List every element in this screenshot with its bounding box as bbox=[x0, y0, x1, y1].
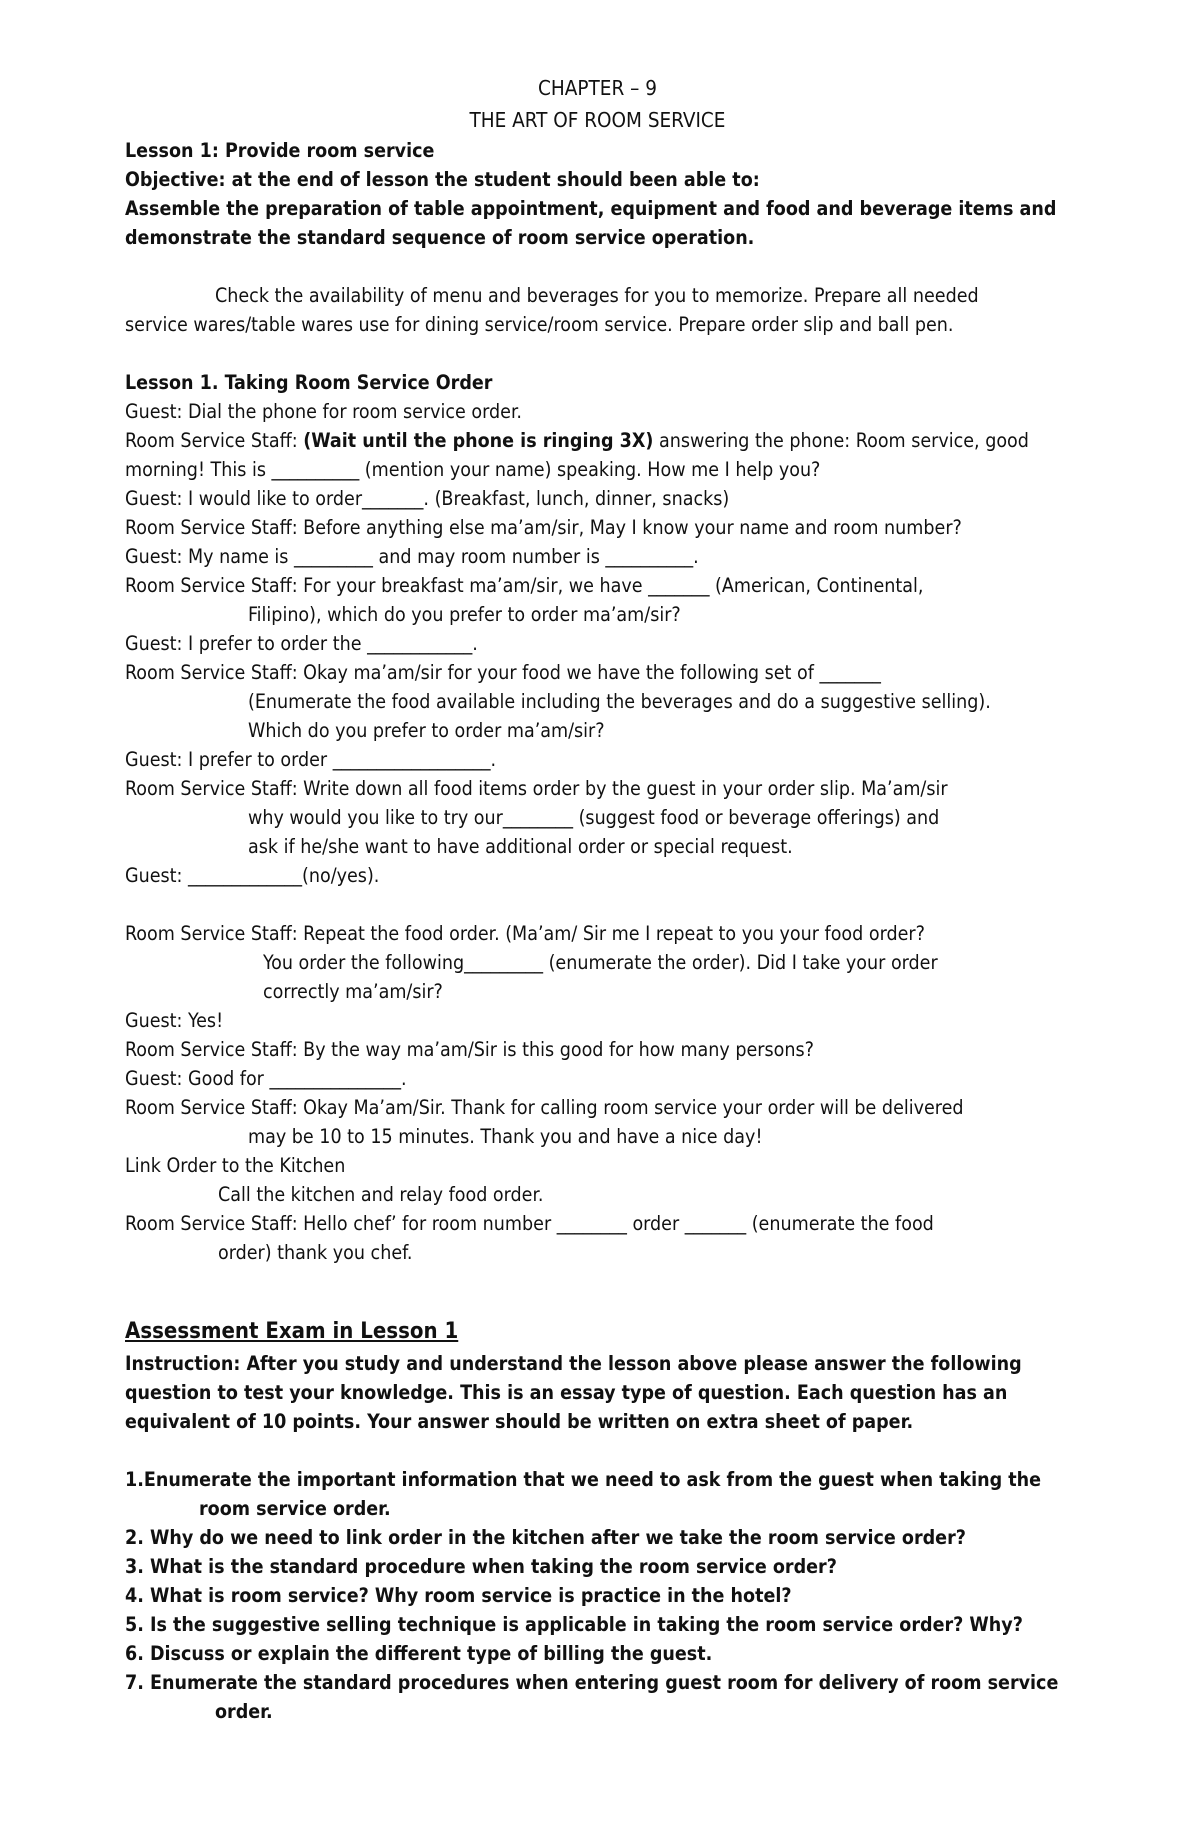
dialogue-line: Room Service Staff: Okay Ma’am/Sir. Thank for calling room service your order will be delivered bbox=[125, 1096, 964, 1119]
instruction-paragraph: Check the availability of menu and beverages for you to memorize. Prepare all needed bbox=[215, 284, 979, 307]
spacer bbox=[125, 339, 1070, 368]
dialogue-line: Room Service Staff: Repeat the food order. (Ma’am/ Sir me I repeat to you your food order? bbox=[125, 922, 925, 945]
instruction-paragraph: service wares/table wares use for dining service/room service. Prepare order slip and ball pen. bbox=[125, 313, 954, 336]
instruction-text: question to test your knowledge. This is an essay type of question. Each question has an bbox=[125, 1381, 1008, 1404]
dialogue-line: Room Service Staff: Before anything else ma’am/sir, May I know your name and room number? bbox=[125, 516, 962, 539]
question-item: 7. Enumerate the standard procedures when entering guest room for delivery of room service bbox=[125, 1671, 1059, 1694]
dialogue-line: ask if he/she want to have additional order or special request. bbox=[248, 835, 793, 858]
dialogue-line: Call the kitchen and relay food order. bbox=[218, 1183, 544, 1206]
dialogue-line: Guest: I prefer to order __________________. bbox=[125, 748, 497, 771]
dialogue-line: may be 10 to 15 minutes. Thank you and have a nice day! bbox=[248, 1125, 763, 1148]
objective-line: Objective: at the end of lesson the student should been able to: bbox=[125, 168, 760, 191]
dialogue-line: Guest: My name is _________ and may room number is __________. bbox=[125, 545, 699, 568]
dialogue-line: Guest: Yes! bbox=[125, 1009, 224, 1032]
objective-text: demonstrate the standard sequence of room service operation. bbox=[125, 226, 755, 249]
question-item: 4. What is room service? Why room service is practice in the hotel? bbox=[125, 1584, 792, 1607]
spacer bbox=[125, 252, 1070, 281]
dialogue-line: order) thank you chef. bbox=[218, 1241, 413, 1264]
dialogue-text: answering the phone: Room service, good bbox=[653, 429, 1029, 452]
dialogue-line: Guest: I would like to order_______. (Breakfast, lunch, dinner, snacks) bbox=[125, 487, 730, 510]
assessment-heading: Assessment Exam in Lesson 1 bbox=[125, 1319, 459, 1344]
page-title: THE ART OF ROOM SERVICE bbox=[469, 108, 726, 132]
objective-text: Assemble the preparation of table appointment, equipment and food and beverage items and bbox=[125, 197, 1057, 220]
spacer bbox=[125, 1267, 1070, 1315]
dialogue-line: Guest: I prefer to order the ____________. bbox=[125, 632, 478, 655]
speaker-label: Room Service Staff: bbox=[125, 429, 304, 452]
lesson-heading: Lesson 1. Taking Room Service Order bbox=[125, 371, 493, 394]
question-item: 2. Why do we need to link order in the kitchen after we take the room service order? bbox=[125, 1526, 966, 1549]
dialogue-line: morning! This is __________ (mention your name) speaking. How me I help you? bbox=[125, 458, 821, 481]
dialogue-line bbox=[125, 426, 1070, 455]
dialogue-line: (Enumerate the food available including the beverages and do a suggestive selling). bbox=[248, 690, 991, 713]
dialogue-line: Filipino), which do you prefer to order ma’am/sir? bbox=[248, 603, 681, 626]
dialogue-line: Which do you prefer to order ma’am/sir? bbox=[248, 719, 605, 742]
dialogue-line: why would you like to try our________ (suggest food or beverage offerings) and bbox=[248, 806, 940, 829]
question-item: 3. What is the standard procedure when taking the room service order? bbox=[125, 1555, 837, 1578]
question-item: room service order. bbox=[199, 1497, 391, 1520]
dialogue-line: Guest: _____________(no/yes). bbox=[125, 864, 380, 887]
dialogue-line: Guest: Good for _______________. bbox=[125, 1067, 407, 1090]
instruction-text: Instruction: After you study and understand the lesson above please answer the following bbox=[125, 1352, 1022, 1375]
stage-direction: (Wait until the phone is ringing 3X) bbox=[303, 429, 654, 452]
dialogue-line: Room Service Staff: By the way ma’am/Sir is this good for how many persons? bbox=[125, 1038, 814, 1061]
section-label: Link Order to the Kitchen bbox=[125, 1154, 346, 1177]
dialogue-line: Room Service Staff: For your breakfast ma’am/sir, we have _______ (American, Continental, bbox=[125, 574, 924, 597]
dialogue-line: correctly ma’am/sir? bbox=[263, 980, 443, 1003]
dialogue-line: Guest: Dial the phone for room service order. bbox=[125, 400, 522, 423]
chapter-label: CHAPTER – 9 bbox=[538, 76, 657, 100]
dialogue-line: Room Service Staff: Okay ma’am/sir for your food we have the following set of _______ bbox=[125, 661, 881, 684]
spacer bbox=[125, 890, 1070, 919]
question-item: 1.Enumerate the important information that we need to ask from the guest when taking the bbox=[125, 1468, 1042, 1491]
question-item: 6. Discuss or explain the different type of billing the guest. bbox=[125, 1642, 713, 1665]
lesson-label: Lesson 1: Provide room service bbox=[125, 139, 435, 162]
question-item: 5. Is the suggestive selling technique is applicable in taking the room service order? Why? bbox=[125, 1613, 1023, 1636]
instruction-text: equivalent of 10 points. Your answer should be written on extra sheet of paper. bbox=[125, 1410, 914, 1433]
question-item: order. bbox=[215, 1700, 273, 1723]
dialogue-line: Room Service Staff: Write down all food items order by the guest in your order slip. Ma’am/sir bbox=[125, 777, 948, 800]
dialogue-line: You order the following_________ (enumerate the order). Did I take your order bbox=[263, 951, 938, 974]
spacer bbox=[125, 1436, 1070, 1465]
dialogue-line: Room Service Staff: Hello chef’ for room number ________ order _______ (enumerate the food bbox=[125, 1212, 934, 1235]
